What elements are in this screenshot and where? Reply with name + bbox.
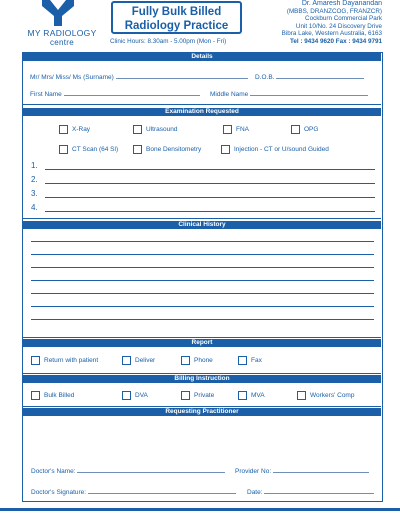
mva-checkbox[interactable] [238,391,247,400]
dva-option[interactable] [122,391,148,400]
report-panel [23,347,381,374]
clinical-line-6[interactable] [31,306,374,307]
signature-field[interactable] [88,488,236,494]
private-checkbox[interactable] [181,391,190,400]
header [0,0,400,50]
workers-option[interactable] [297,391,354,400]
practitioner-section [23,408,381,416]
fna-checkbox[interactable] [223,125,232,134]
opg-checkbox[interactable] [291,125,300,134]
details-section [23,53,381,61]
middle-name-row [210,90,368,98]
signature-row [31,488,236,496]
injection-checkbox[interactable] [221,145,230,154]
deliver-checkbox[interactable] [122,356,131,365]
provider-field[interactable] [273,467,369,473]
provider-label: Provider No: [235,468,272,475]
opg-label: OPG [304,126,319,133]
ct-label: CT Scan (64 Sl) [72,146,119,153]
bone-label: Bone Densitometry [146,146,202,153]
address-line-2: Unit 10/No. 24 Discovery Drive [295,22,382,30]
ultrasound-label: Ultrasound [146,126,178,133]
exam-line-3[interactable] [45,197,375,198]
title-line-2: Radiology Practice [124,20,229,32]
title-box [111,1,242,34]
surname-row [30,73,248,81]
dob-row [255,73,364,81]
deliver-option[interactable] [122,356,155,365]
doctor-name-field[interactable] [77,467,225,473]
xray-option[interactable] [59,125,90,134]
fna-label: FNA [236,126,249,133]
bottom-rule [0,508,400,511]
bone-option[interactable] [133,145,201,154]
mva-label: MVA [251,392,265,399]
exam-section [23,108,381,116]
clinic-hours: Clinic Hours: 8.30am - 5.00pm (Mon - Fri) [110,38,227,45]
date-row [247,488,374,496]
exam-line-1[interactable] [45,169,375,170]
contact-line: Tel : 9434 9620 Fax : 9434 9791 [290,37,382,45]
exam-panel [23,116,381,219]
phone-label: Phone [194,357,213,364]
logo-mark-icon [40,0,76,26]
exam-line-2[interactable] [45,183,375,184]
practitioner-heading: Requesting Practitioner [23,408,381,416]
doctor-quals: (MBBS, DRANZCOG, FRANZCR) [286,7,382,15]
doctor-name: Dr. Amaresh Dayanandan [301,0,382,7]
clinical-line-7[interactable] [31,319,374,320]
middle-name-label: Middle Name [210,91,249,98]
billing-heading: Billing Instruction [23,375,381,383]
date-field[interactable] [264,488,374,494]
return-checkbox[interactable] [31,356,40,365]
logo-name: MY RADIOLOGY [27,28,97,38]
phone-checkbox[interactable] [181,356,190,365]
clinical-panel [23,229,381,338]
clinical-section [23,221,381,229]
clinical-line-2[interactable] [31,254,374,255]
referral-form [22,52,383,502]
first-name-field[interactable] [64,90,200,96]
exam-number-1: 1. [31,161,38,170]
workers-checkbox[interactable] [297,391,306,400]
return-option[interactable] [31,356,98,365]
xray-checkbox[interactable] [59,125,68,134]
ct-checkbox[interactable] [59,145,68,154]
injection-option[interactable] [221,145,329,154]
doctor-name-label: Doctor's Name: [31,468,76,475]
clinical-line-4[interactable] [31,280,374,281]
details-heading: Details [23,53,381,61]
title-line-1: Fully Bulk Billed [131,6,222,18]
dob-field[interactable] [276,73,364,79]
phone-option[interactable] [181,356,213,365]
doctor-info [232,0,382,46]
ultrasound-option[interactable] [133,125,177,134]
xray-label: X-Ray [72,126,91,133]
address-line-1: Cockburn Commercial Park [305,15,382,23]
billing-section [23,375,381,383]
workers-label: Workers' Comp [310,392,355,399]
ct-option[interactable] [59,145,118,154]
first-name-row [30,90,200,98]
return-label: Return with patient [44,357,99,364]
first-name-label: First Name [30,91,62,98]
surname-field[interactable] [116,73,248,79]
fax-label: Fax [251,357,262,364]
injection-label: Injection - CT or U/sound Guided [234,146,329,153]
middle-name-field[interactable] [250,90,368,96]
address-line-3: Bibra Lake, Western Australia, 6163 [281,30,382,38]
mva-option[interactable] [238,391,265,400]
report-section [23,339,381,347]
dva-label: DVA [135,392,148,399]
ultrasound-checkbox[interactable] [133,125,142,134]
clinical-heading: Clinical History [23,221,381,229]
exam-heading: Examination Requested [23,108,381,116]
billing-panel [23,383,381,407]
fna-option[interactable] [223,125,249,134]
clinical-line-5[interactable] [31,293,374,294]
deliver-label: Deliver [135,357,156,364]
doctor-name-row [31,467,225,475]
fax-option[interactable] [238,356,262,365]
exam-number-2: 2. [31,175,38,184]
logo-text [22,28,102,48]
bulk-option[interactable] [31,391,74,400]
clinical-line-3[interactable] [31,267,374,268]
dva-checkbox[interactable] [122,391,131,400]
exam-number-4: 4. [31,203,38,212]
opg-option[interactable] [291,125,318,134]
bone-checkbox[interactable] [133,145,142,154]
date-label: Date: [247,489,263,496]
bulk-checkbox[interactable] [31,391,40,400]
exam-line-4[interactable] [45,211,375,212]
logo-sub: centre [49,38,75,47]
private-option[interactable] [181,391,214,400]
report-heading: Report [23,339,381,347]
details-panel [23,61,381,105]
signature-label: Doctor's Signature: [31,489,87,496]
bulk-label: Bulk Billed [44,392,75,399]
dob-label: D.O.B. [255,74,275,81]
clinical-line-1[interactable] [31,241,374,242]
fax-checkbox[interactable] [238,356,247,365]
private-label: Private [194,392,215,399]
provider-row [235,467,369,475]
exam-number-3: 3. [31,189,38,198]
surname-label: Mr/ Mrs/ Miss/ Ms (Surname) [30,74,114,81]
